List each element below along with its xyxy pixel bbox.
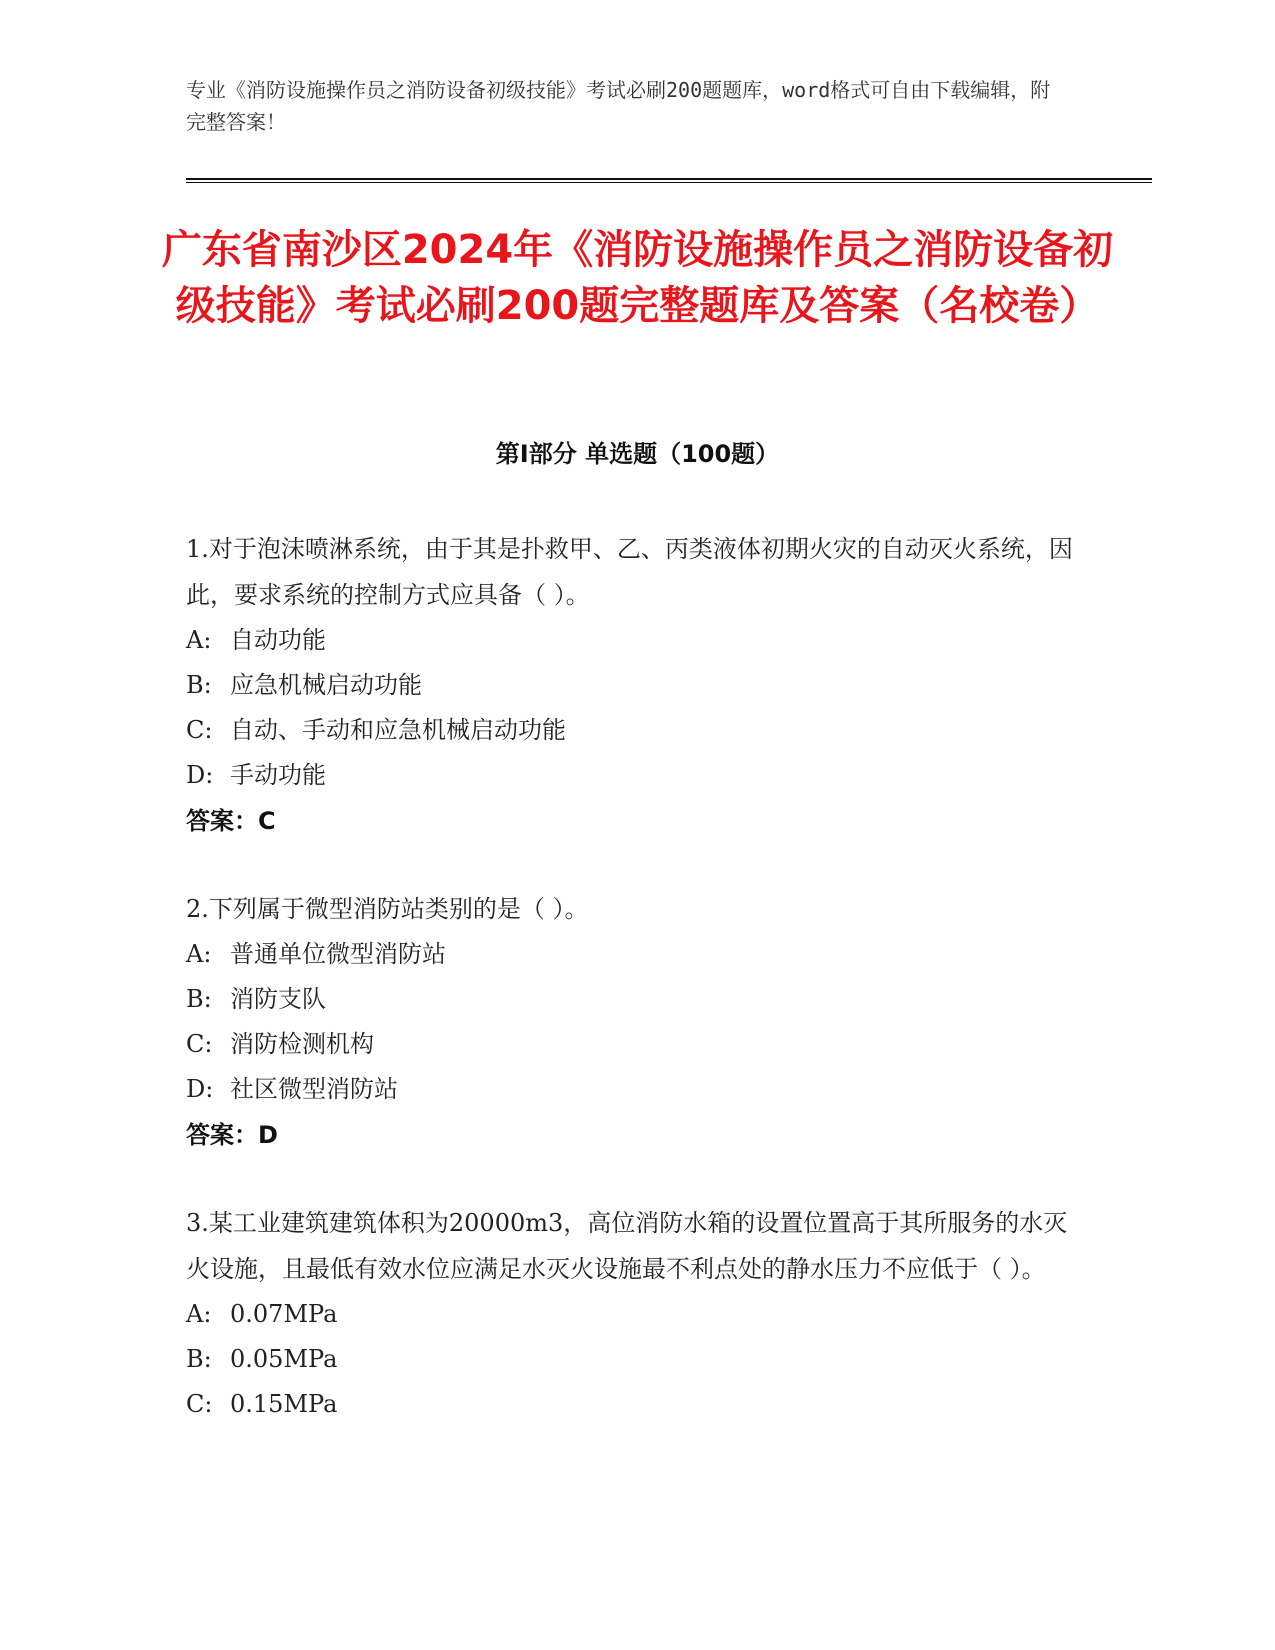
- option-letter: C:: [186, 716, 213, 744]
- answer-line: 答案：C: [186, 807, 276, 835]
- question-1: [186, 526, 1086, 844]
- option-c: [186, 1382, 1086, 1427]
- header-divider-thin: [186, 182, 1152, 183]
- option-c: [186, 708, 1086, 753]
- option-letter: D:: [186, 761, 214, 789]
- option-letter: C:: [186, 1390, 213, 1418]
- option-text: 应急机械启动功能: [230, 671, 422, 699]
- option-letter: A:: [186, 626, 212, 654]
- header-divider-thick: [186, 178, 1152, 180]
- option-text: 自动功能: [230, 626, 326, 654]
- question-text: 3.某工业建筑建筑体积为20000m3，高位消防水箱的设置位置高于其所服务的水灭火设施，且最低有效水位应满足水灭火设施最不利点处的静水压力不应低于（ ）。: [186, 1209, 1068, 1283]
- question-list: [186, 526, 1086, 1469]
- option-text: 消防检测机构: [230, 1030, 374, 1058]
- option-text: 社区微型消防站: [230, 1075, 398, 1103]
- section-heading: 第Ⅰ部分 单选题（100题）: [495, 440, 780, 468]
- option-letter: D:: [186, 1075, 214, 1103]
- option-text: 0.15MPa: [230, 1390, 338, 1418]
- option-a: [186, 618, 1086, 663]
- option-a: [186, 1292, 1086, 1337]
- option-text: 0.05MPa: [230, 1345, 338, 1373]
- option-letter: B:: [186, 671, 212, 699]
- option-a: [186, 932, 1086, 977]
- question-text: 2.下列属于微型消防站类别的是（ ）。: [186, 895, 589, 923]
- option-b: [186, 663, 1086, 708]
- option-text: 自动、手动和应急机械启动功能: [230, 716, 566, 744]
- option-letter: B:: [186, 985, 212, 1013]
- header-note: 专业《消防设施操作员之消防设备初级技能》考试必刷200题题库，word格式可自由下载编辑，附完整答案！: [186, 78, 1051, 134]
- option-d: [186, 1067, 1086, 1112]
- option-b: [186, 1337, 1086, 1382]
- option-letter: C:: [186, 1030, 213, 1058]
- option-letter: B:: [186, 1345, 212, 1373]
- answer-line: 答案：D: [186, 1121, 278, 1149]
- question-3: [186, 1200, 1086, 1427]
- option-b: [186, 977, 1086, 1022]
- question-2: [186, 886, 1086, 1158]
- option-letter: A:: [186, 1300, 212, 1328]
- option-c: [186, 1022, 1086, 1067]
- option-letter: A:: [186, 940, 212, 968]
- option-d: [186, 753, 1086, 798]
- option-text: 普通单位微型消防站: [230, 940, 446, 968]
- document-title: 广东省南沙区2024年《消防设施操作员之消防设备初级技能》考试必刷200题完整题库及答案（名校卷）: [161, 227, 1114, 329]
- option-text: 消防支队: [230, 985, 326, 1013]
- option-text: 手动功能: [230, 761, 326, 789]
- question-text: 1.对于泡沫喷淋系统，由于其是扑救甲、乙、丙类液体初期火灾的自动灭火系统，因此，要求系统的控制方式应具备（ ）。: [186, 535, 1073, 609]
- option-text: 0.07MPa: [230, 1300, 338, 1328]
